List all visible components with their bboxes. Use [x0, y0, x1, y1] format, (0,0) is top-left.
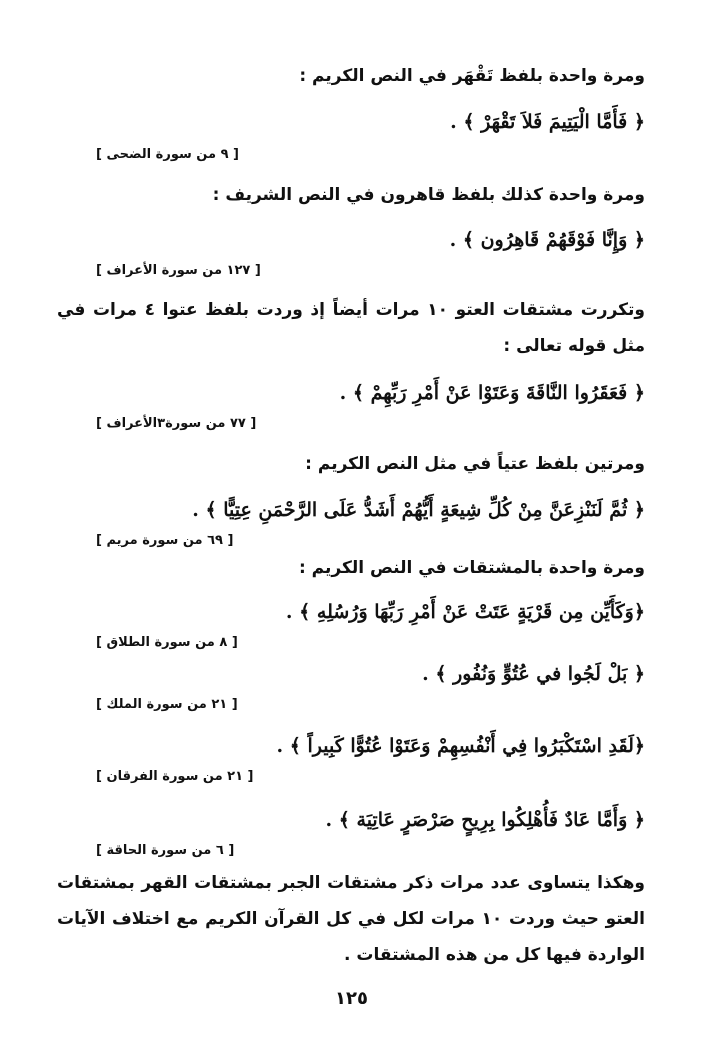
verse-talaq: ﴿وَكَأَيِّن مِن قَرْيَةٍ عَتَتْ عَنْ أَمْرِ رَبِّهَا وَرُسُلِهِ ﴾ . — [285, 601, 645, 623]
verse-haqqa: ﴿ وَأَمَّا عَادٌ فَأُهْلِكُوا بِرِيحٍ صَرْصَرٍ عَاتِيَة ﴾ . — [325, 809, 645, 831]
verse-araf-77: ﴿ فَعَقَرُوا النَّاقَةَ وَعَتَوْا عَنْ أَمْرِ رَبِّهِمْ ﴾ . — [339, 382, 645, 404]
ref-duha: [ ٩ من سورة الضحى ] — [96, 147, 239, 162]
ref-talaq: [ ٨ من سورة الطلاق ] — [96, 635, 238, 650]
ref-araf-127: [ ١٢٧ من سورة الأعراف ] — [96, 263, 261, 278]
paragraph-atw: وتكررت مشتقات العتو ١٠ مرات أيضاً إذ وردت بلفظ عتوا ٤ مرات في مثل قوله تعالى : — [57, 300, 646, 356]
intro-line-mushtaqat: ومرة واحدة بالمشتقات في النص الكريم : — [298, 558, 645, 578]
ref-haqqa: [ ٦ من سورة الحاقة ] — [96, 843, 235, 858]
verse-araf-127: ﴿ وَإِنَّا فَوْقَهُمْ قَاهِرُون ﴾ . — [449, 229, 645, 251]
verse-furqan: ﴿لَقَدِ اسْتَكْبَرُوا فِي أَنْفُسِهِمْ وَعَتَوْا عُتُوًّا كَبِيراً ﴾ . — [276, 735, 645, 757]
verse-maryam: ﴿ ثُمَّ لَنَنْزِعَنَّ مِنْ كُلِّ شِيعَةٍ أَيُّهُمْ أَشَدُّ عَلَى الرَّحْمَنِ عِتِيًّا ﴾ . — [192, 499, 645, 521]
page-number: ١٢٥ — [335, 988, 368, 1009]
paragraph-conclusion: وهكذا يتساوى عدد مرات ذكر مشتقات الجبر بمشتقات القهر بمشتقات العتو حيث وردت ١٠ مرات لكل في كل القرآن الكريم مع اختلاف الآيات الواردة فيها كل من هذه المشتقات . — [57, 873, 645, 965]
verse-duha: ﴿ فَأَمَّا الْيَتِيمَ فَلاَ تَقْهَرْ ﴾ . — [450, 111, 645, 133]
ref-maryam: [ ٦٩ من سورة مريم ] — [96, 533, 234, 548]
intro-line-qahirun: ومرة واحدة كذلك بلفظ قاهرون في النص الشريف : — [212, 185, 645, 205]
ref-mulk: [ ٢١ من سورة الملك ] — [96, 697, 238, 712]
intro-line-taqhar: ومرة واحدة بلفظ تَقْهَر في النص الكريم : — [299, 66, 645, 86]
ref-araf-77: [ ٧٧ من سورة٣الأعراف ] — [96, 416, 257, 431]
ref-furqan: [ ٢١ من سورة الفرقان ] — [96, 769, 254, 784]
intro-line-itiyya: ومرتين بلفظ عتياً في مثل النص الكريم : — [305, 454, 645, 474]
verse-mulk: ﴿ بَلْ لَجُوا في عُتُوٍّ وَنُفُور ﴾ . — [422, 663, 645, 685]
